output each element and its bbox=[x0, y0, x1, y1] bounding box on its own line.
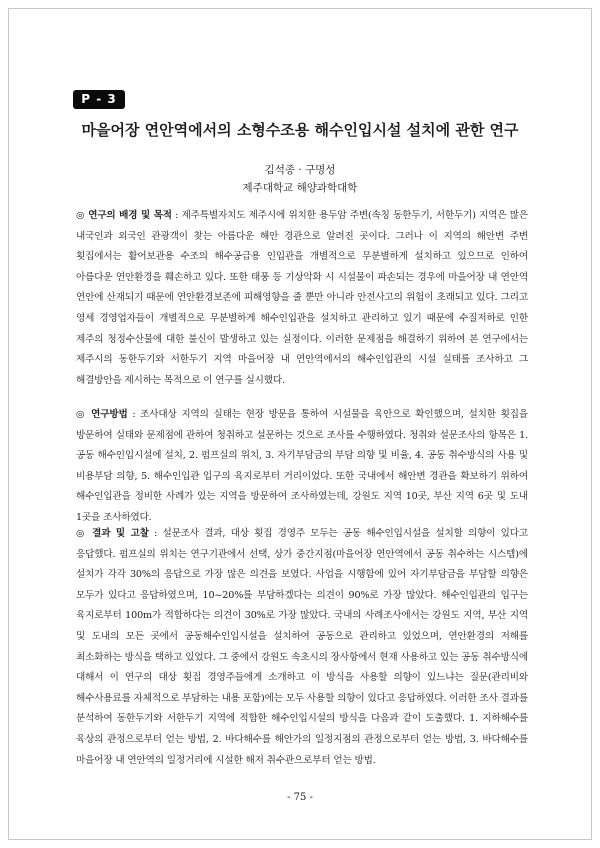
page-number: - 75 - bbox=[287, 792, 313, 803]
section-methods bbox=[76, 405, 528, 529]
affiliation: 제주대학교 해양과학대학 bbox=[242, 182, 358, 194]
section-body: : 설문조사 결과, 대상 횟집 경영주 모두는 공동 해수인입시설을 설치할 의향이 있다고 응답했다. 펌프실의 위치는 연구기관에서 선택, 상가 중간지점(마을어장 연안역에서 공동 취수하는 시스템)에 설치가 각각 30%의 응답으로 가장 많은 의견을 보였다. 사업을 시행함에 있어 자기부담금을 부담할 의향은 모두가 있다고 응답하였으며, 10~20%를 부담하겠다는 의견이 90%로 가장 많았다. 해수인입관의 입구는 육지로부터 100m가 적합하다는 의견이 30%로 가장 많았다. 국내의 사례조사에서는 강원도 지역, 부산 지역 및 도내의 모든 곳에서 공동해수인입시설을 설치하여 공동으로 관리하고 있었으며, 연안환경의 저해를 최소화하는 방식을 택하고 있었다. 그 중에서 강원도 속초시의 장사항에서 현재 사용하고 있는 공동 취수방식에 대해서 이 연구의 대상 횟집 경영주들에게 소개하고 이 방식을 사용할 의향이 있느냐는 질문(관리비와 해수사용료를 자체적으로 부담하는 내용 포함)에는 모두 사용할 의향이 있다고 응답하였다. 이러한 조사 결과를 분석하여 동한두기와 서한두기 지역에 적합한 해수인입시설의 방식을 다음과 같이 도출했다. 1. 지하해수를 육상의 관정으로부터 얻는 방법, 2. 바다해수를 해안가의 일정지점의 관정으로부터 얻는 방법, 3. 바다해수를 마을어장 내 연안역의 일정거리에 시설한 해저 취수관으로부터 얻는 방법. bbox=[76, 528, 528, 766]
section-background-purpose bbox=[76, 206, 528, 391]
section-heading: ◎ 결과 및 고찰 bbox=[76, 528, 149, 539]
paper-title: 마을어장 연안역에서의 소형수조용 해수인입시설 설치에 관한 연구 bbox=[81, 121, 519, 139]
section-body: : 제주특별자치도 제주시에 위치한 용두암 주변(속칭 동한두기, 서한두기) 지역은 많은 내국인과 외국인 관광객이 찾는 아름다운 해안 경관으로 알려진 곳이다. 그러나 이 지역의 해안변 주변 횟집에서는 활어보관용 수조의 해수공급용 인입관을 개별적으로 무분별하게 설치하고 있으므로 인하여 아름다운 연안환경을 훼손하고 있다. 또한 태풍 등 기상악화 시 시설물이 파손되는 경우에 마을어장 내 연안역 연안에 산재되기 때문에 연안환경보존에 피해영향을 줄 뿐만 아니라 안전사고의 위험이 초래되고 있다. 그리고 영세 경영업자들이 개별적으로 무분별하게 해수인입관을 설치하고 관리하고 있기 때문에 수질저하로 인한 제주의 청정수산물에 대한 불신이 발생하고 있는 실정이다. 이러한 문제점을 해결하기 위하여 본 연구에서는 제주시의 동한두기와 서한두기 지역 마을어장 내 연안역에서의 해수인입관의 시설 실태를 조사하고 그 해결방안을 제시하는 목적으로 이 연구를 실시했다. bbox=[76, 210, 528, 386]
section-body: : 조사대상 지역의 실태는 현장 방문을 통하여 시설물을 육안으로 확인했으며, 설치한 횟집을 방문하여 실태와 문제점에 관하여 청취하고 설문하는 것으로 조사를 수행하였다. 청취와 설문조사의 항목은 1. 공동 해수인입시설에 설치, 2. 펌프실의 위치, 3. 자기부담금의 부담 의향 및 비율, 4. 공동 취수방식의 사용 및 비용부담 의향, 5. 해수인입관 입구의 육지로부터 거리이었다. 또한 국내에서 해안변 경관을 확보하기 위하여 해수인입관을 정비한 사례가 있는 지역을 방문하여 조사하였는데, 강원도 지역 10곳, 부산 지역 6곳 및 도내 1곳을 조사하였다. bbox=[76, 409, 528, 523]
poster-id-badge: P - 3 bbox=[73, 90, 125, 109]
section-results bbox=[76, 524, 528, 771]
authors: 김석종 · 구명성 bbox=[264, 164, 336, 176]
section-heading: ◎ 연구의 배경 및 목적 bbox=[76, 210, 172, 221]
section-heading: ◎ 연구방법 bbox=[76, 409, 128, 420]
